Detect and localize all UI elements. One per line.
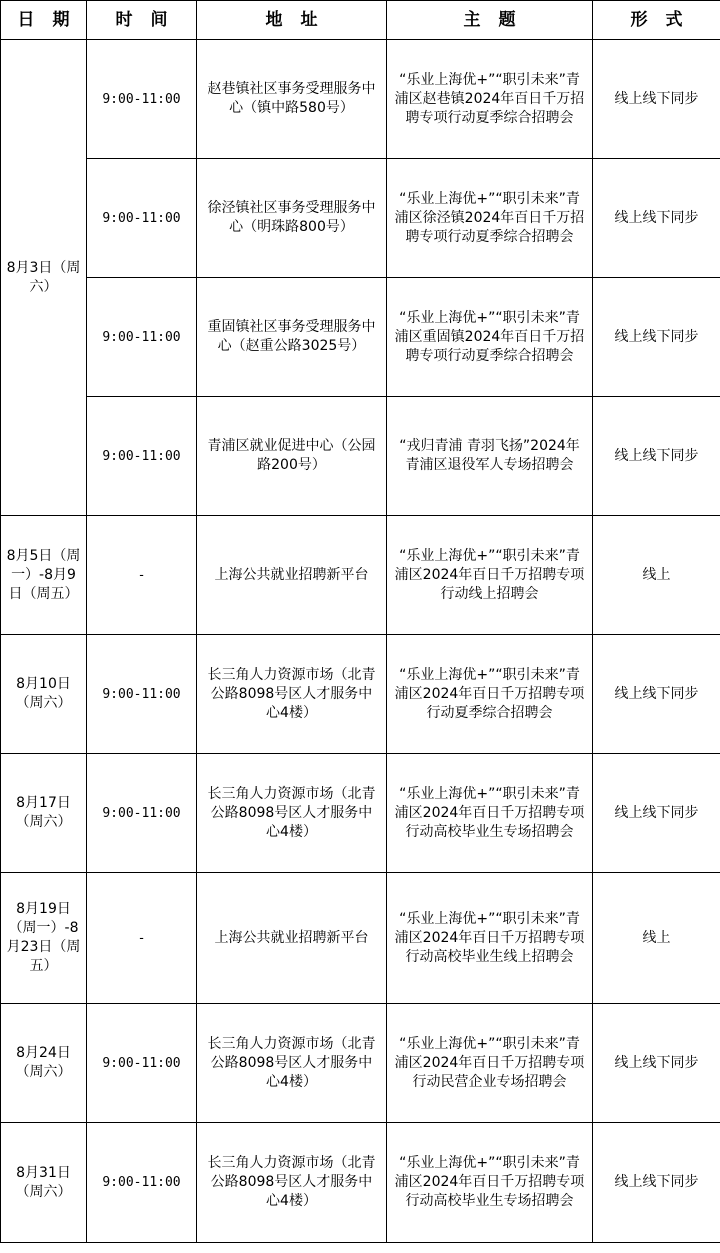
format-cell: 线上线下同步 <box>593 635 720 754</box>
topic-cell: “乐业上海优+”“职引未来”青浦区2024年百日千万招聘专项行动高校毕业生专场招聘会 <box>387 1123 593 1243</box>
date-cell: 8月5日（周一）-8月9日（周五） <box>1 516 87 635</box>
topic-cell: “戎归青浦 青羽飞扬”2024年青浦区退役军人专场招聘会 <box>387 397 593 516</box>
table-row <box>1 754 720 873</box>
address-cell: 上海公共就业招聘新平台 <box>197 516 387 635</box>
table-row <box>1 397 720 516</box>
time-cell: - <box>87 873 197 1004</box>
topic-cell: “乐业上海优+”“职引未来”青浦区赵巷镇2024年百日千万招聘专项行动夏季综合招聘会 <box>387 40 593 159</box>
header-address: 地址 <box>197 1 387 40</box>
time-cell: 9:00-11:00 <box>87 1004 197 1123</box>
topic-cell: “乐业上海优+”“职引未来”青浦区2024年百日千万招聘专项行动高校毕业生线上招聘会 <box>387 873 593 1004</box>
address-cell: 长三角人力资源市场（北青公路8098号区人才服务中心4楼） <box>197 754 387 873</box>
time-cell: 9:00-11:00 <box>87 40 197 159</box>
header-date: 日期 <box>1 1 87 40</box>
address-cell: 长三角人力资源市场（北青公路8098号区人才服务中心4楼） <box>197 635 387 754</box>
table-row <box>1 516 720 635</box>
date-cell: 8月24日（周六） <box>1 1004 87 1123</box>
format-cell: 线上线下同步 <box>593 40 720 159</box>
topic-cell: “乐业上海优+”“职引未来”青浦区徐泾镇2024年百日千万招聘专项行动夏季综合招聘会 <box>387 159 593 278</box>
time-cell: 9:00-11:00 <box>87 754 197 873</box>
time-cell: 9:00-11:00 <box>87 397 197 516</box>
address-cell: 青浦区就业促进中心（公园路200号） <box>197 397 387 516</box>
time-cell: 9:00-11:00 <box>87 278 197 397</box>
topic-cell: “乐业上海优+”“职引未来”青浦区重固镇2024年百日千万招聘专项行动夏季综合招聘会 <box>387 278 593 397</box>
time-cell: - <box>87 516 197 635</box>
table-row <box>1 40 720 159</box>
format-cell: 线上线下同步 <box>593 278 720 397</box>
date-cell: 8月19日（周一）-8月23日（周五） <box>1 873 87 1004</box>
time-cell: 9:00-11:00 <box>87 635 197 754</box>
format-cell: 线上 <box>593 516 720 635</box>
header-format: 形式 <box>593 1 720 40</box>
header-row <box>1 1 720 40</box>
format-cell: 线上线下同步 <box>593 159 720 278</box>
address-cell: 长三角人力资源市场（北青公路8098号区人才服务中心4楼） <box>197 1004 387 1123</box>
table-row <box>1 1123 720 1243</box>
date-cell: 8月10日（周六） <box>1 635 87 754</box>
table-row <box>1 159 720 278</box>
format-cell: 线上线下同步 <box>593 1123 720 1243</box>
address-cell: 赵巷镇社区事务受理服务中心（镇中路580号） <box>197 40 387 159</box>
topic-cell: “乐业上海优+”“职引未来”青浦区2024年百日千万招聘专项行动高校毕业生专场招聘会 <box>387 754 593 873</box>
date-cell: 8月31日（周六） <box>1 1123 87 1243</box>
topic-cell: “乐业上海优+”“职引未来”青浦区2024年百日千万招聘专项行动夏季综合招聘会 <box>387 635 593 754</box>
date-cell: 8月17日（周六） <box>1 754 87 873</box>
header-time: 时间 <box>87 1 197 40</box>
time-cell: 9:00-11:00 <box>87 159 197 278</box>
format-cell: 线上 <box>593 873 720 1004</box>
time-cell: 9:00-11:00 <box>87 1123 197 1243</box>
table-row <box>1 1004 720 1123</box>
address-cell: 徐泾镇社区事务受理服务中心（明珠路800号） <box>197 159 387 278</box>
format-cell: 线上线下同步 <box>593 397 720 516</box>
topic-cell: “乐业上海优+”“职引未来”青浦区2024年百日千万招聘专项行动民营企业专场招聘会 <box>387 1004 593 1123</box>
table-row <box>1 635 720 754</box>
topic-cell: “乐业上海优+”“职引未来”青浦区2024年百日千万招聘专项行动线上招聘会 <box>387 516 593 635</box>
format-cell: 线上线下同步 <box>593 1004 720 1123</box>
address-cell: 上海公共就业招聘新平台 <box>197 873 387 1004</box>
address-cell: 重固镇社区事务受理服务中心（赵重公路3025号） <box>197 278 387 397</box>
address-cell: 长三角人力资源市场（北青公路8098号区人才服务中心4楼） <box>197 1123 387 1243</box>
table-row <box>1 278 720 397</box>
format-cell: 线上线下同步 <box>593 754 720 873</box>
header-topic: 主题 <box>387 1 593 40</box>
table-row <box>1 873 720 1004</box>
date-cell: 8月3日（周六） <box>1 40 87 516</box>
